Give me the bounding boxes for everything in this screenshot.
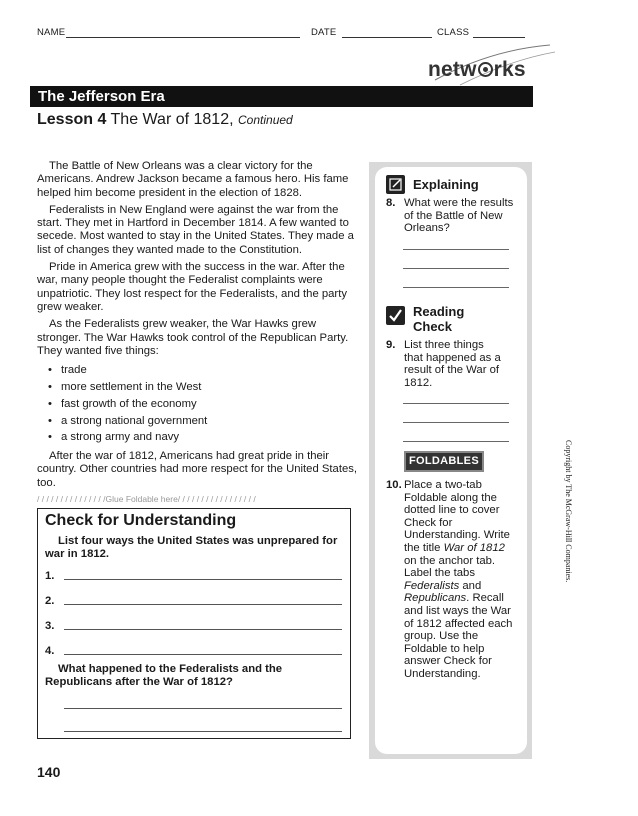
name-label: NAME	[37, 27, 66, 38]
paragraph: Pride in America grew with the success in the war. After the war, many people thought the Federalist complaints were unpatriotic. They lost respect for the Federalists, and the party grew weaker.	[37, 261, 347, 313]
answer-number: 4.	[45, 645, 55, 657]
answer-line[interactable]	[403, 249, 509, 250]
reading-check-heading: Reading Check	[413, 304, 465, 334]
reading-text	[37, 160, 358, 494]
question-prompt: What happened to the Federalists and the Republicans after the War of 1812?	[45, 663, 283, 689]
answer-line[interactable]	[64, 579, 342, 580]
answer-line[interactable]	[403, 403, 509, 404]
date-label: DATE	[311, 27, 337, 38]
answer-line[interactable]	[403, 268, 509, 269]
answer-line[interactable]	[403, 287, 509, 288]
list-item: • a strong national government	[37, 413, 358, 430]
question-number: 9.	[386, 339, 396, 351]
answer-line[interactable]	[64, 708, 342, 709]
war-hawks-list	[37, 362, 358, 446]
foldables-logo: FOLDABLES	[404, 451, 484, 472]
answer-line[interactable]	[64, 629, 342, 630]
answer-number: 2.	[45, 595, 55, 607]
question-text: List three things that happened as a result of the War of 1812.	[404, 339, 501, 389]
question-prompt: List four ways the United States was unprepared for war in 1812.	[45, 535, 338, 561]
answer-line[interactable]	[64, 654, 342, 655]
chapter-title: The Jefferson Era	[30, 86, 533, 107]
list-item: • a strong army and navy	[37, 429, 358, 446]
paragraph: Federalists in New England were against the war from the start. They met in Hartford in December 1814. A few wanted to secede. Most wanted to stay in the United States. They made a list of changes they wanted made to the Constitution.	[37, 203, 354, 256]
page-number: 140	[37, 764, 61, 780]
lesson-heading: Lesson 4 The War of 1812, Continued	[37, 111, 293, 128]
name-line[interactable]	[66, 37, 300, 38]
explaining-heading: Explaining	[413, 177, 479, 192]
class-line[interactable]	[473, 37, 525, 38]
question-text: What were the results of the Battle of New Orleans?	[404, 197, 514, 235]
answer-line[interactable]	[403, 422, 509, 423]
paragraph: The Battle of New Orleans was a clear victory for the Americans. Andrew Jackson became a famous hero. His fame helped him become president in the election of 1828.	[37, 160, 349, 199]
question-number: 10.	[386, 479, 402, 491]
question-text: Place a two-tab Foldable along the dotted line to cover Check for Understanding. Write the title War of 1812 on the anchor tab. Label the tabs Federalists and Republicans. Recall and list ways the War of 1812 affected each group. Use the Foldable to help answer Check for Understanding.	[404, 479, 513, 680]
list-item: • more settlement in the West	[37, 379, 358, 396]
explaining-icon	[386, 175, 405, 194]
class-label: CLASS	[437, 27, 470, 38]
copyright-notice: Copyright by The McGraw-Hill Companies.	[564, 440, 573, 583]
check-for-understanding-title: Check for Understanding	[45, 512, 237, 529]
paragraph: As the Federalists grew weaker, the War Hawks grew stronger. The War Hawks took control of the Republican Party. They wanted five things:	[37, 318, 349, 357]
question-number: 8.	[386, 197, 396, 209]
list-item: • trade	[37, 362, 358, 379]
list-item: • fast growth of the economy	[37, 396, 358, 413]
checkmark-icon	[386, 306, 405, 325]
globe-icon	[478, 62, 493, 77]
answer-line[interactable]	[64, 731, 342, 732]
answer-line[interactable]	[403, 441, 509, 442]
date-line[interactable]	[342, 37, 432, 38]
glue-foldable-line: / / / / / / / / / / / / / / /Glue Foldable here/ / / / / / / / / / / / / / / / /	[37, 494, 256, 504]
answer-number: 1.	[45, 570, 55, 582]
answer-line[interactable]	[64, 604, 342, 605]
networks-logo: netw rks	[428, 58, 526, 81]
paragraph: After the war of 1812, Americans had great pride in their country. Other countries had more respect for the United States, too.	[37, 450, 358, 489]
answer-number: 3.	[45, 620, 55, 632]
